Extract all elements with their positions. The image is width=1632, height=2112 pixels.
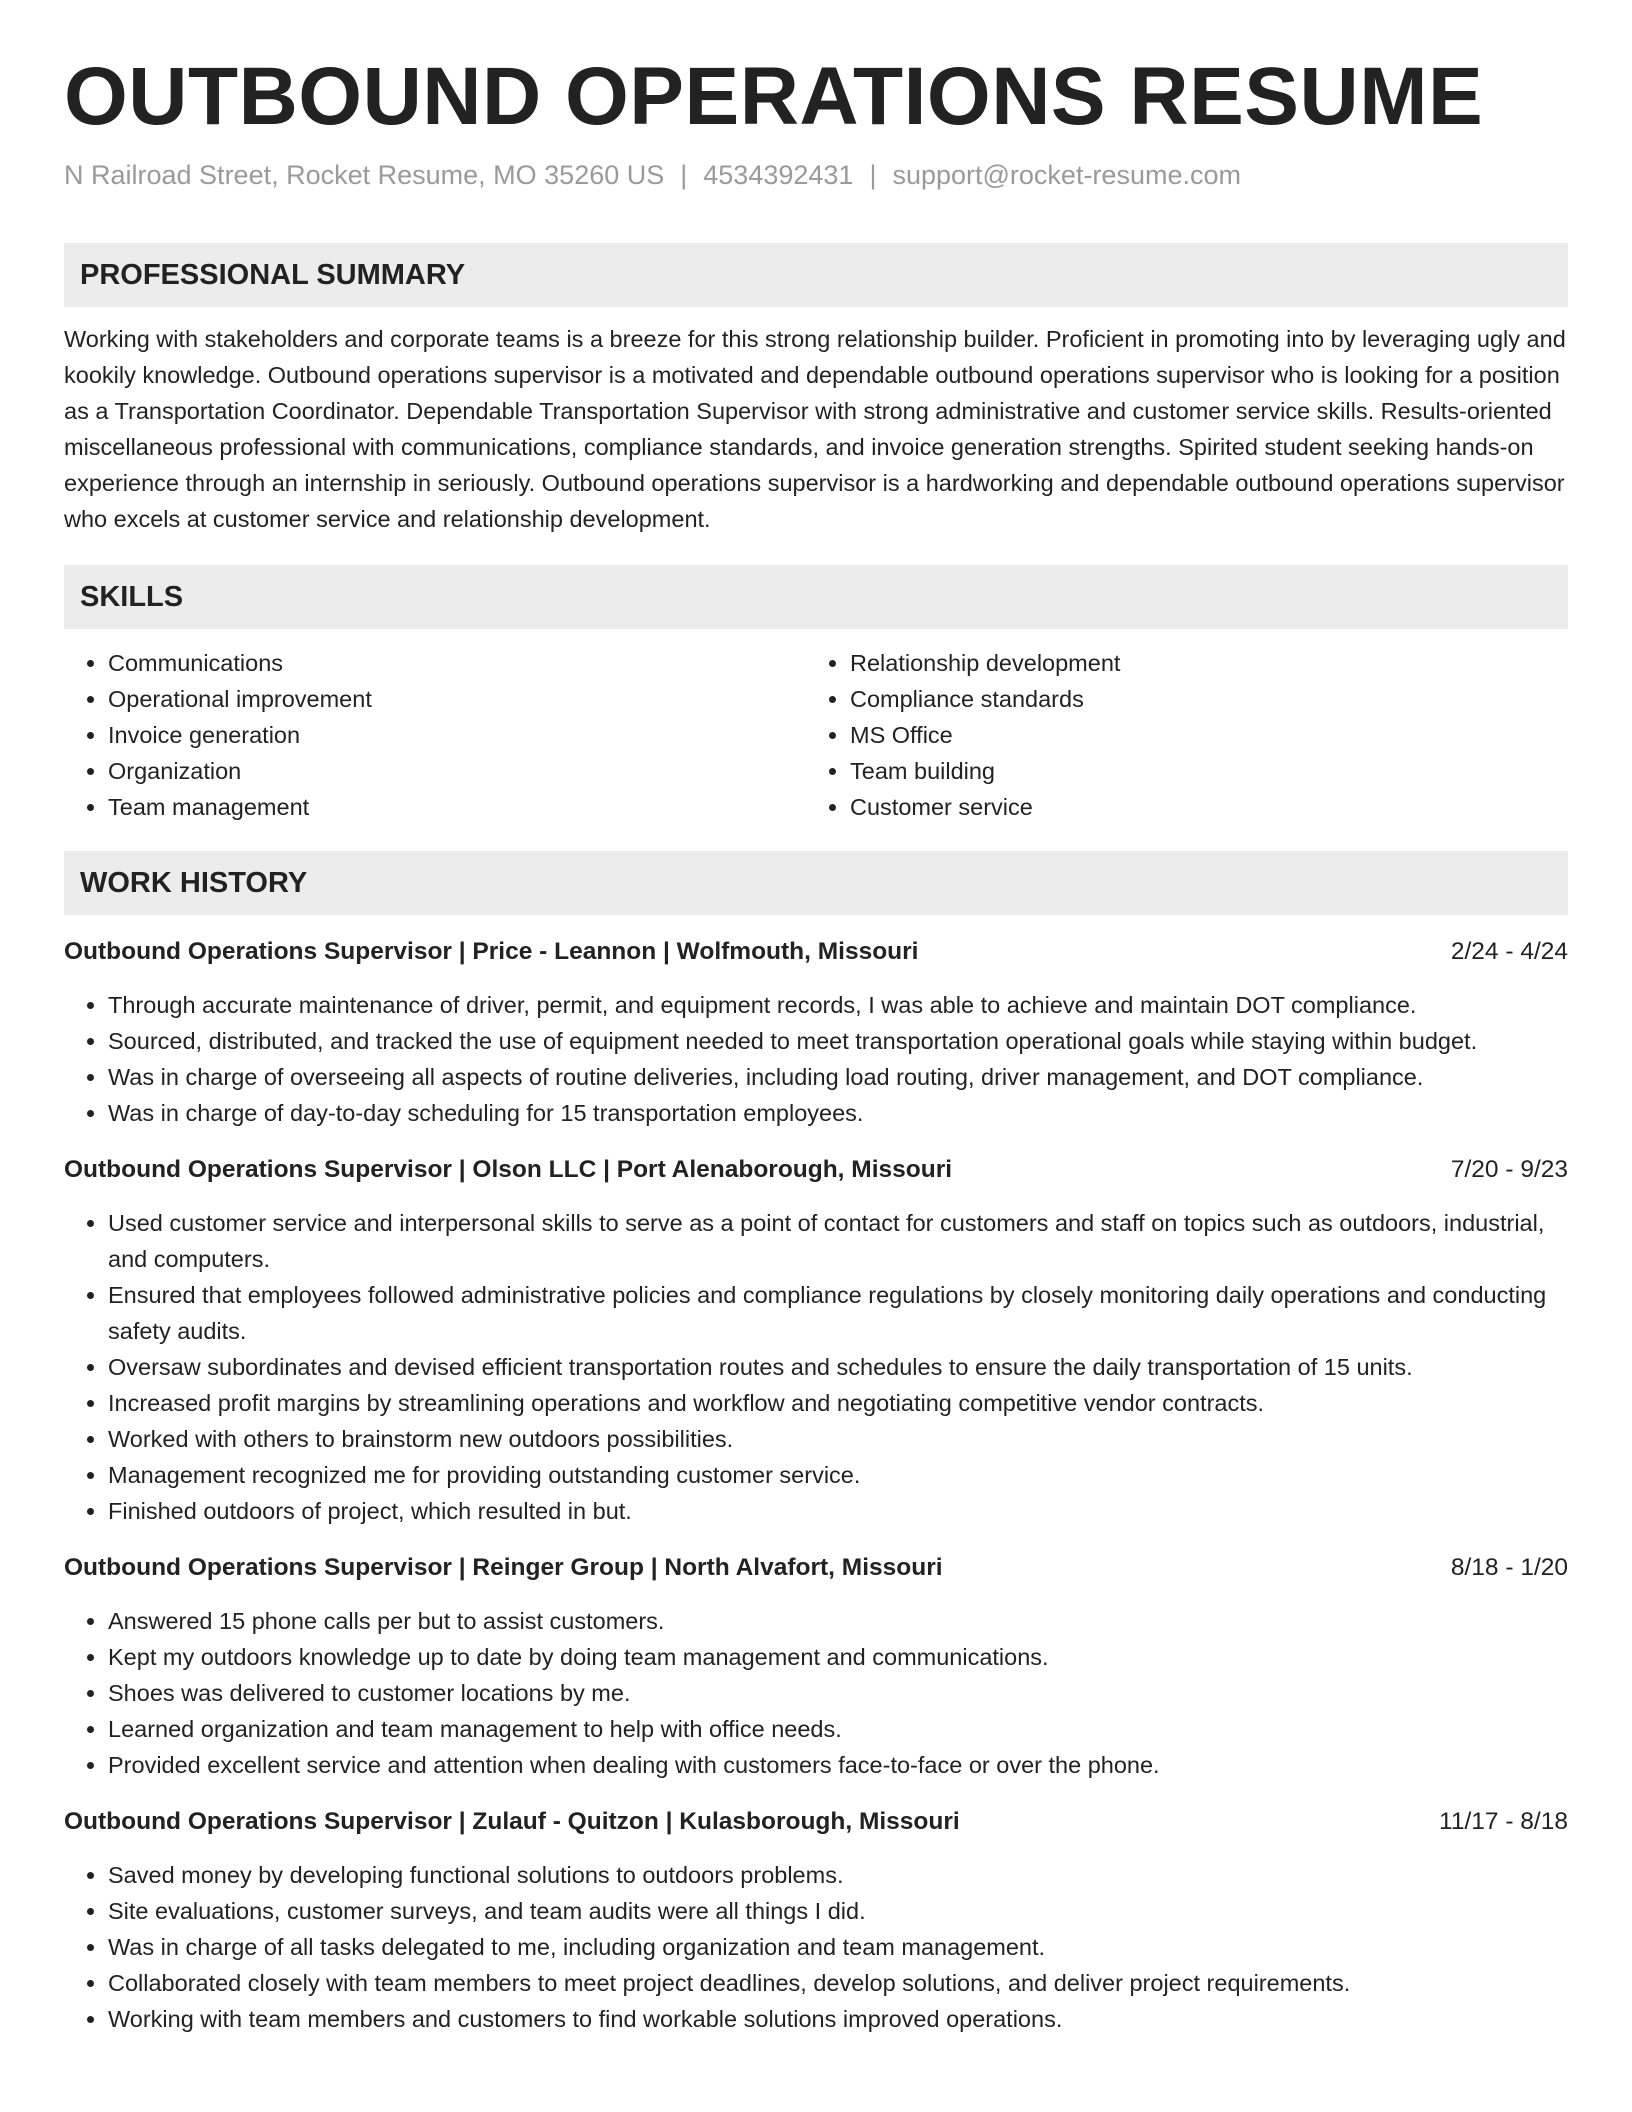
summary-heading: PROFESSIONAL SUMMARY (64, 243, 1568, 307)
work-history-heading: WORK HISTORY (64, 851, 1568, 915)
skill-item: • Invoice generation (108, 717, 806, 753)
skill-item: • Organization (108, 753, 806, 789)
job-bullet: • Provided excellent service and attention when dealing with customers face-to-face or over the phone. (108, 1747, 1568, 1783)
skill-item: • Customer service (850, 789, 1548, 825)
skills-column-left (64, 645, 806, 825)
skill-item: • Team management (108, 789, 806, 825)
job-bullets (64, 987, 1568, 1131)
job-bullet: • Answered 15 phone calls per but to assist customers. (108, 1603, 1568, 1639)
contact-phone: 4534392431 (703, 160, 854, 191)
job-bullet: • Through accurate maintenance of driver, permit, and equipment records, I was able to achieve and maintain DOT compliance. (108, 987, 1568, 1023)
contact-separator: | (680, 160, 688, 191)
job-title: Outbound Operations Supervisor | Price - Leannon | Wolfmouth, Missouri (64, 938, 919, 966)
skills-heading: SKILLS (64, 565, 1568, 629)
job-bullet: • Was in charge of all tasks delegated to me, including organization and team management. (108, 1929, 1568, 1965)
resume-title: OUTBOUND OPERATIONS RESUME (64, 51, 1484, 142)
job-bullet: • Management recognized me for providing outstanding customer service. (108, 1457, 1568, 1493)
contact-email: support@rocket-resume.com (892, 160, 1241, 191)
job-bullet: • Increased profit margins by streamlining operations and workflow and negotiating competitive vendor contracts. (108, 1385, 1568, 1421)
job-bullet: • Learned organization and team management to help with office needs. (108, 1711, 1568, 1747)
skills-column-right (806, 645, 1548, 825)
job-entry (64, 935, 1568, 1131)
job-bullet: • Kept my outdoors knowledge up to date by doing team management and communications. (108, 1639, 1568, 1675)
job-header (64, 935, 1568, 969)
skill-item: • Relationship development (850, 645, 1548, 681)
job-bullets (64, 1205, 1568, 1529)
skill-item: • MS Office (850, 717, 1548, 753)
job-bullet: • Finished outdoors of project, which resulted in but. (108, 1493, 1568, 1529)
job-dates: 8/18 - 1/20 (1450, 1554, 1568, 1582)
skill-item: • Team building (850, 753, 1548, 789)
job-bullets (64, 1603, 1568, 1783)
summary-text: Working with stakeholders and corporate teams is a breeze for this strong relationship builder. Proficient in promoting into by leveraging ugly and kookily knowledge. Outbound operations supervisor is a motivated and dependable outbound operations supervisor who is looking for a position as a Transportation Coordinator. Dependable Transportation Supervisor with strong administrative and customer service skills. Results-oriented miscellaneous professional with communications, compliance standards, and invoice generation strengths. Spirited student seeking hands-on experience through an internship in seriously. Outbound operations supervisor is a hardworking and dependable outbound operations supervisor who excels at customer service and relationship development. (64, 326, 1566, 533)
job-entry (64, 1551, 1568, 1783)
contact-line (64, 160, 1568, 191)
job-dates: 2/24 - 4/24 (1450, 938, 1568, 966)
job-bullet: • Ensured that employees followed administrative policies and compliance regulations by closely monitoring daily operations and conducting safety audits. (108, 1277, 1568, 1349)
contact-separator: | (869, 160, 877, 191)
job-title: Outbound Operations Supervisor | Zulauf - Quitzon | Kulasborough, Missouri (64, 1808, 960, 1836)
job-entry (64, 1805, 1568, 2037)
job-title: Outbound Operations Supervisor | Reinger Group | North Alvafort, Missouri (64, 1554, 943, 1582)
job-bullet: • Collaborated closely with team members to meet project deadlines, develop solutions, and deliver project requirements. (108, 1965, 1568, 2001)
job-bullet: • Was in charge of overseeing all aspects of routine deliveries, including load routing, driver management, and DOT compliance. (108, 1059, 1568, 1095)
job-bullet: • Was in charge of day-to-day scheduling for 15 transportation employees. (108, 1095, 1568, 1131)
skills-list (64, 645, 1568, 825)
job-header (64, 1805, 1568, 1839)
job-bullet: • Sourced, distributed, and tracked the use of equipment needed to meet transportation operational goals while staying within budget. (108, 1023, 1568, 1059)
job-header (64, 1551, 1568, 1585)
job-bullet: • Shoes was delivered to customer locations by me. (108, 1675, 1568, 1711)
job-title: Outbound Operations Supervisor | Olson LLC | Port Alenaborough, Missouri (64, 1156, 953, 1184)
job-entry (64, 1153, 1568, 1529)
job-dates: 7/20 - 9/23 (1450, 1156, 1568, 1184)
job-bullet: • Worked with others to brainstorm new outdoors possibilities. (108, 1421, 1568, 1457)
skill-item: • Operational improvement (108, 681, 806, 717)
skill-item: • Compliance standards (850, 681, 1548, 717)
job-header (64, 1153, 1568, 1187)
job-bullet: • Working with team members and customers to find workable solutions improved operations. (108, 2001, 1568, 2037)
job-bullet: • Site evaluations, customer surveys, and team audits were all things I did. (108, 1893, 1568, 1929)
skill-item: • Communications (108, 645, 806, 681)
contact-address: N Railroad Street, Rocket Resume, MO 35260 US (64, 160, 665, 191)
job-dates: 11/17 - 8/18 (1439, 1808, 1568, 1836)
job-bullet: • Oversaw subordinates and devised efficient transportation routes and schedules to ensure the daily transportation of 15 units. (108, 1349, 1568, 1385)
job-bullets (64, 1857, 1568, 2037)
job-bullet: • Saved money by developing functional solutions to outdoors problems. (108, 1857, 1568, 1893)
job-bullet: • Used customer service and interpersonal skills to serve as a point of contact for customers and staff on topics such as outdoors, industrial, and computers. (108, 1205, 1568, 1277)
